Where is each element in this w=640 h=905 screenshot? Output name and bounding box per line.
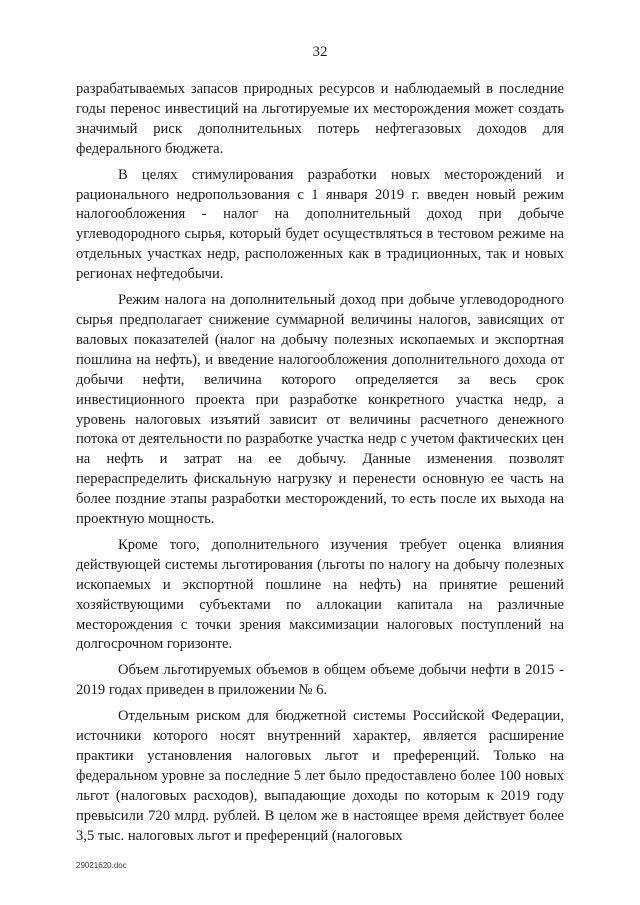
paragraph-new-tax-regime: В целях стимулирования разработки новых месторождений и рационального недропользования с 1 января 2019 г. введен новый режим налогообложения - налог на дополнительный доход при добыче углеводородного сырья, который будет осуществляться в тестовом режиме на отдельных участках недр, расположенных как в традиционных, так и новых регионах нефтедобычи. [76, 166, 564, 283]
paragraph-tax-benefits-risk: Отдельным риском для бюджетной системы Российской Федерации, источники которого носят внутренний характер, является расширение практики установления налоговых льгот и преференций. Только на федеральном уровне за последние 5 лет было предоставлено более 100 новых льгот (налоговых расходов), выпадающие доходы по которым к 2019 году превысили 720 млрд. рублей. В целом же в настоящее время действует более 3,5 тыс. налоговых льгот и преференций (налоговых [76, 708, 564, 844]
paragraph-continuation: разрабатываемых запасов природных ресурсов и наблюдаемый в последние годы перенос инвестиций на льготируемые их месторождения может создать значимый риск дополнительных потерь нефтегазовых доходов для федерального бюджета. [76, 81, 564, 157]
paragraph-appendix-reference: Объем льготируемых объемов в общем объеме добычи нефти в 2015 - 2019 годах приведен в приложении № 6. [76, 662, 564, 699]
footer-file-code: 29021620.doc [76, 861, 127, 870]
paragraph-tax-regime-details: Режим налога на дополнительный доход при добыче углеводородного сырья предполагает снижение суммарной величины налогов, зависящих от валовых показателей (налог на добычу полезных ископаемых и экспортная пошлина на нефть), и введение налогообложения дополнительного дохода от добычи нефти, величина которого определяется за весь срок инвестиционного проекта при разработке конкретного участка недр, а уровень налоговых изъятий зависит от величины расчетного денежного потока от деятельности по разработке участка недр с учетом фактических цен на нефть и затрат на ее добычу. Данные изменения позволят перераспределить фискальную нагрузку и перенести основную ее часть на более поздние этапы разработки месторождений, то есть после их выхода на проектную мощность. [76, 292, 564, 528]
document-body [76, 80, 564, 853]
paragraph-benefits-assessment: Кроме того, дополнительного изучения требует оценка влияния действующей системы льготирования (льготы по налогу на добычу полезных ископаемых и экспортной пошлине на нефть) на принятие решений хозяйствующими субъектами по аллокации капитала на различные месторождения с точки зрения максимизации налоговых поступлений на долгосрочном горизонте. [76, 536, 564, 653]
page-number: 32 [312, 44, 328, 60]
